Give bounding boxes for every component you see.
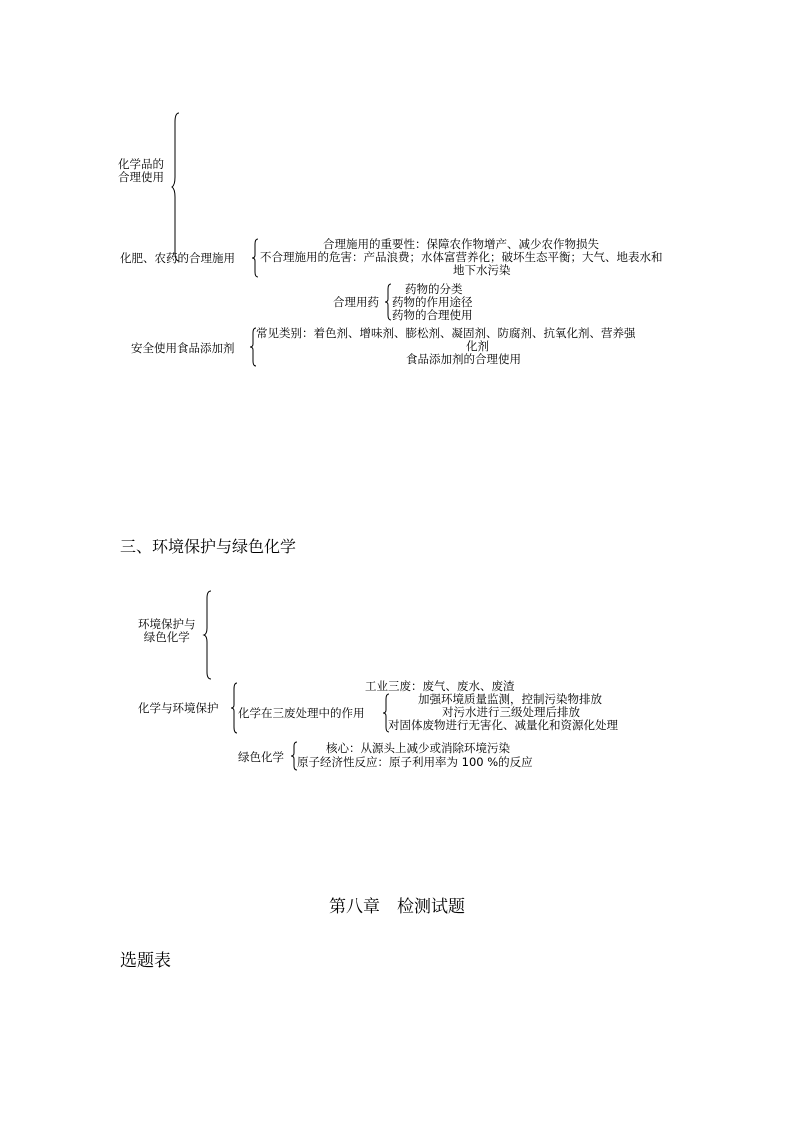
fertilizer-importance: 合理施用的重要性：保障农作物增产、减少农作物损失 [323,237,599,251]
medicine-label: 合理用药 [333,295,379,309]
fertilizer-harm-line2: 地下水污染 [453,263,511,277]
brace-environment-root [204,590,214,680]
waste-role: 对固体废物进行无害化、减量化和资源化处理 [388,718,618,732]
section-heading: 三、环境保护与绿色化学 [120,537,297,556]
medicine-item: 药物的合理使用 [392,308,473,322]
food-additive-usage: 食品添加剂的合理使用 [406,352,521,366]
waste-role-label: 化学在三废处理中的作用 [238,706,365,720]
waste-role: 加强环境质量监测，控制污染物排放 [418,692,602,706]
green-atom-economy: 原子经济性反应：原子利用率为 100 %的反应 [297,755,533,769]
fertilizer-harm-line1: 不合理施用的危害：产品浪费；水体富营养化；破坏生态平衡；大气、地表水和 [260,250,663,264]
root-label-chemicals: 化学品的 合理使用 [118,157,164,184]
medicine-item: 药物的作用途径 [392,295,473,309]
environment-label: 化学与环境保护 [138,701,219,715]
waste-types: 工业三废：废气、废水、废渣 [365,679,515,693]
fertilizer-label: 化肥、农药的合理施用 [120,251,235,265]
root-label-environment: 环境保护与 绿色化学 [138,617,196,644]
brace-fertilizer [252,238,260,278]
brace-chemicals [172,112,182,262]
food-additive-label: 安全使用食品添加剂 [131,341,235,355]
green-chemistry-label: 绿色化学 [238,750,284,764]
food-additive-types-line1: 常见类别：着色剂、增味剂、膨松剂、凝固剂、防腐剂、抗氧化剂、营养强 [256,326,636,340]
food-additive-types-line2: 化剂 [466,339,489,353]
chapter-title: 第八章 检测试题 [329,897,465,917]
green-core: 核心：从源头上减少或消除环境污染 [326,741,510,755]
waste-role: 对污水进行三级处理后排放 [442,705,580,719]
table-label: 选题表 [120,951,171,971]
medicine-item: 药物的分类 [405,282,463,296]
